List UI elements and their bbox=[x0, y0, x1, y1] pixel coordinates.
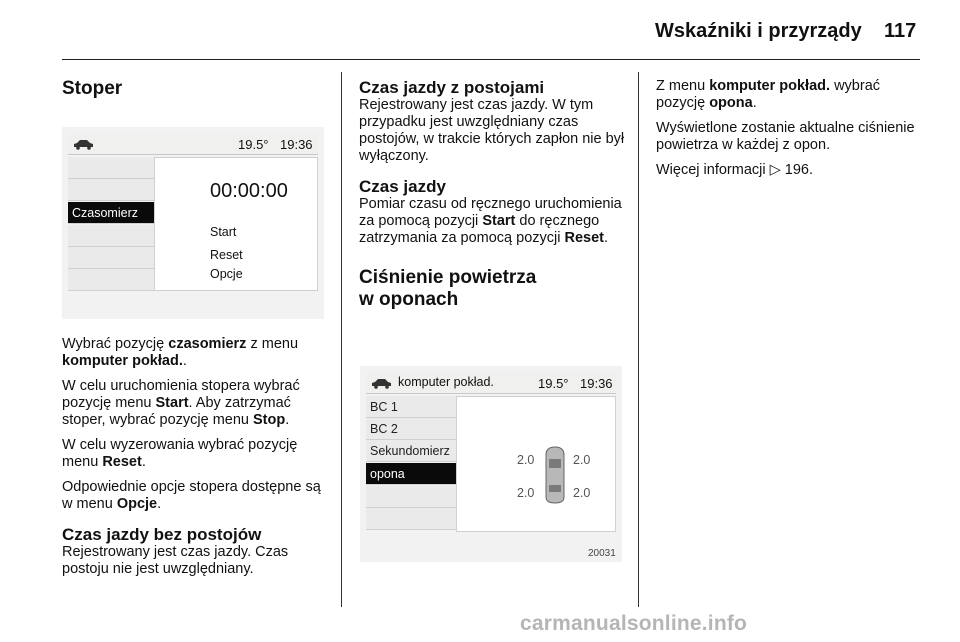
option-reset: Reset bbox=[210, 248, 243, 262]
display-status-bar bbox=[68, 133, 318, 155]
menu-row-empty bbox=[68, 179, 154, 201]
menu-row-empty bbox=[366, 508, 456, 530]
column-2 bbox=[359, 78, 631, 311]
car-icon bbox=[72, 138, 94, 150]
page-header-title: Wskaźniki i przyrządy bbox=[655, 20, 862, 42]
tire-pressure-display-image bbox=[360, 366, 622, 562]
section-heading-stoper: Stoper bbox=[62, 78, 123, 99]
tire-pressure-front-left: 2.0 bbox=[517, 453, 535, 467]
car-icon bbox=[370, 377, 392, 389]
paragraph: Wybrać pozycję czasomierz z menu komputer pokład.. bbox=[62, 336, 299, 369]
subheading: Czas jazdy bez postojów bbox=[62, 525, 262, 544]
display-status-bar bbox=[366, 372, 616, 394]
option-opcje: Opcje bbox=[210, 267, 243, 281]
clock-time: 19:36 bbox=[280, 137, 313, 152]
menu-row-empty bbox=[366, 486, 456, 508]
timer-readout: 00:00:00 bbox=[210, 180, 288, 202]
paragraph: Więcej informacji ▷ 196. bbox=[656, 162, 814, 178]
outside-temperature: 19.5° bbox=[538, 376, 569, 391]
paragraph: W celu wyzerowania wybrać pozycję menu Reset. bbox=[62, 437, 298, 470]
outside-temperature: 19.5° bbox=[238, 137, 269, 152]
menu-row-empty bbox=[68, 225, 154, 247]
tire-pressure-rear-left: 2.0 bbox=[517, 486, 535, 500]
menu-item-czasomierz: Czasomierz bbox=[68, 202, 161, 224]
paragraph: Z menu komputer pokład. wybrać pozycję opona. bbox=[656, 78, 881, 111]
paragraph: Rejestrowany jest czas jazdy. Czas postoju nie jest uwzględniany. bbox=[62, 544, 289, 577]
paragraph: Rejestrowany jest czas jazdy. W tym przypadku jest uwzględniany czas postojów, w trakcie których zapłon nie był wyłączony. bbox=[359, 97, 625, 164]
column-3 bbox=[656, 78, 928, 187]
watermark: carmanualsonline.info bbox=[520, 612, 748, 635]
display-content-panel bbox=[154, 157, 318, 291]
paragraph: W celu uruchomienia stopera wybrać pozycję menu Start. Aby zatrzymać stoper, wybrać pozycję menu Stop. bbox=[62, 378, 300, 428]
section-heading-tire-pressure: Ciśnienie powietrza w oponach bbox=[359, 267, 537, 310]
page-number: 117 bbox=[884, 20, 917, 42]
paragraph: Pomiar czasu od ręcznego uruchomienia za pomocą pozycji Start do ręcznego zatrzymania za pomocą pozycji Reset. bbox=[359, 196, 622, 246]
option-start: Start bbox=[210, 225, 237, 239]
subheading: Czas jazdy z postojami bbox=[359, 78, 545, 97]
stopwatch-display-image bbox=[62, 127, 324, 319]
tire-pressure-rear-right: 2.0 bbox=[573, 486, 591, 500]
menu-item-sekundomierz: Sekundomierz bbox=[366, 440, 456, 462]
column-1 bbox=[62, 78, 330, 100]
menu-row-empty bbox=[68, 269, 154, 291]
tire-pressure-front-right: 2.0 bbox=[573, 453, 591, 467]
menu-row-empty bbox=[68, 157, 154, 179]
menu-row-empty bbox=[68, 247, 154, 269]
paragraph: Wyświetlone zostanie aktualne ciśnienie powietrza w każdej z opon. bbox=[656, 120, 915, 153]
header-divider bbox=[62, 59, 920, 60]
column-divider-1 bbox=[341, 72, 342, 607]
subheading: Czas jazdy bbox=[359, 177, 446, 196]
paragraph: Odpowiednie opcje stopera dostępne są w menu Opcje. bbox=[62, 479, 321, 512]
column-divider-2 bbox=[638, 72, 639, 607]
image-code: 20031 bbox=[588, 548, 616, 559]
menu-item-bc2: BC 2 bbox=[366, 418, 456, 440]
display-title: komputer pokład. bbox=[398, 375, 494, 389]
display-content-panel bbox=[456, 396, 616, 532]
column-1-body bbox=[62, 336, 334, 586]
car-top-view-icon bbox=[541, 445, 569, 505]
page-reference-arrow-icon: ▷ bbox=[769, 162, 781, 178]
clock-time: 19:36 bbox=[580, 376, 613, 391]
menu-item-bc1: BC 1 bbox=[366, 396, 456, 418]
menu-item-opona: opona bbox=[366, 463, 463, 485]
